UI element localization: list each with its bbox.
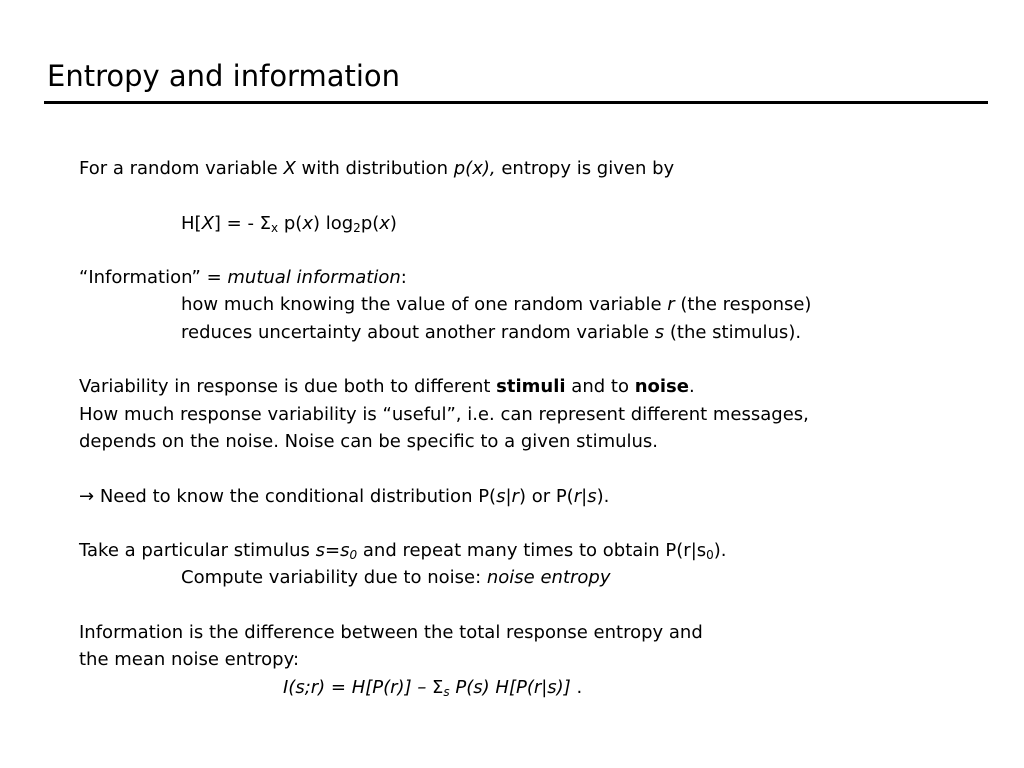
information-definition: “Information” = mutual information:: [79, 267, 407, 289]
information-detail-2: reduces uncertainty about another random variable s (the stimulus).: [181, 321, 802, 343]
mutual-information-formula: I(s;r) = $H[P(r)] - \Sigma_s$ P(s) H[P(r|s)] .: [283, 676, 583, 699]
variability-line-2: How much response variability is “useful”, i.e. can represent different messages,: [79, 403, 809, 425]
information-difference-line-2: the mean noise entropy:: [79, 649, 300, 671]
information-difference-line-1: Information is the difference between the total response entropy and: [79, 622, 703, 644]
stimulus-repeat-line: Take a particular stimulus $s=s_0$ and repeat many times to obtain $P(r|s_0)$.: [79, 540, 727, 563]
conditional-distribution-line: → Need to know the conditional distribution P(s|r) or P(r|s).: [79, 485, 610, 507]
title-underline: [44, 101, 988, 104]
noise-entropy-line: Compute variability due to noise: noise entropy: [181, 567, 611, 589]
slide-title: Entropy and information: [47, 59, 401, 93]
information-detail-1: how much knowing the value of one random variable r (the response): [181, 294, 812, 316]
variability-line-3: depends on the noise. Noise can be specific to a given stimulus.: [79, 430, 659, 452]
arrow-icon: →: [79, 485, 95, 507]
variability-line-1: Variability in response is due both to different stimuli and to noise.: [79, 376, 695, 398]
slide-body: [79, 155, 999, 701]
entropy-intro-line: For a random variable X with distribution p(x), entropy is given by: [79, 158, 675, 179]
entropy-equation: H[X] = - $\Sigma_x$ p(x) $\log_2p(x)$: [181, 212, 397, 235]
